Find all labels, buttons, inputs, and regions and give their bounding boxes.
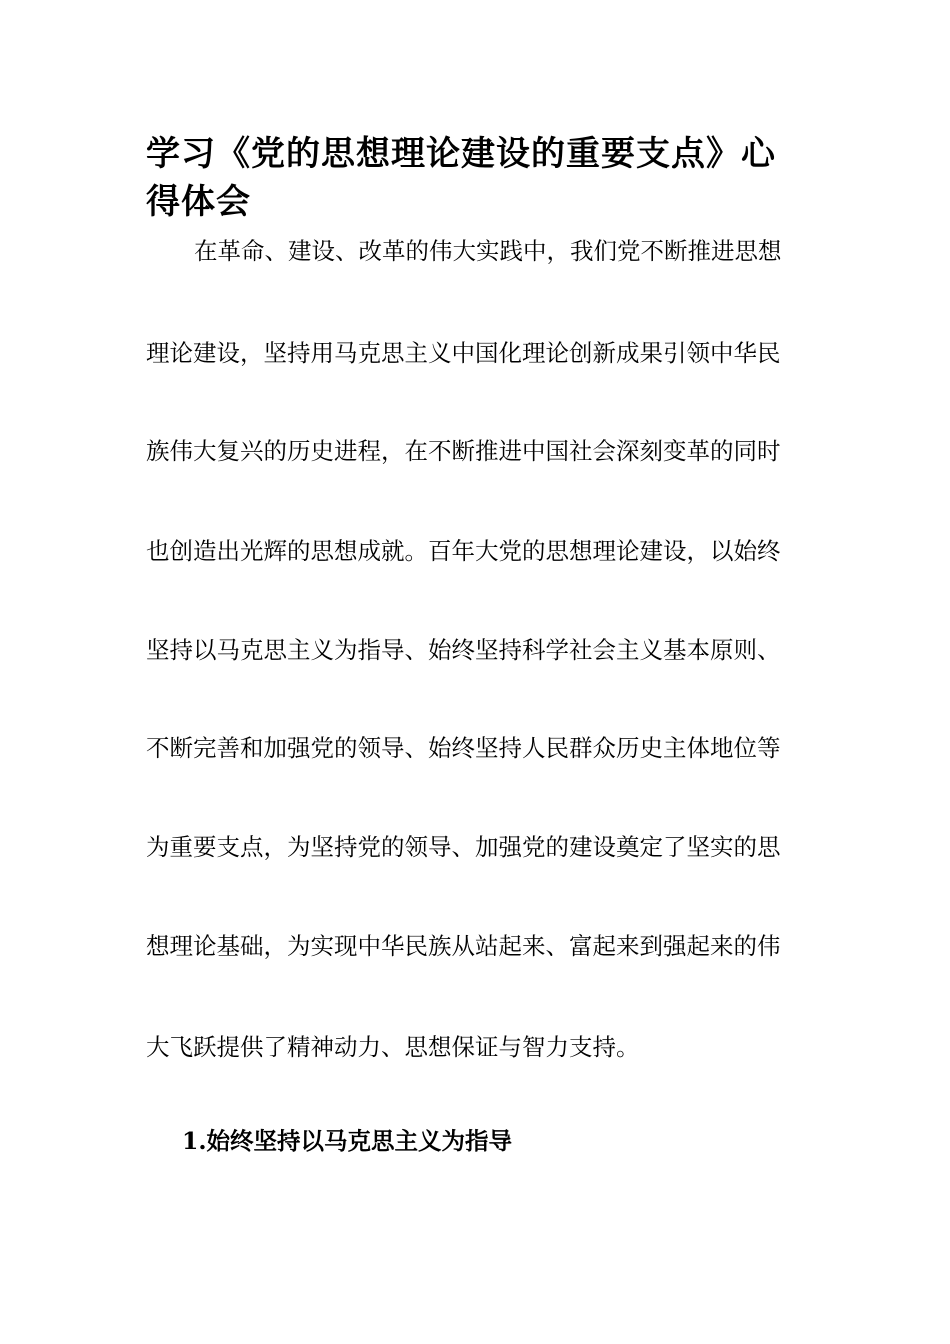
section-heading: 1.始终坚持以马克思主义为指导: [182, 1127, 513, 1155]
paragraph-line: 想理论基础，为实现中华民族从站起来、富起来到强起来的伟: [146, 932, 781, 960]
paragraph-line: 理论建设，坚持用马克思主义中国化理论创新成果引领中华民: [146, 339, 781, 367]
paragraph-line: 在革命、建设、改革的伟大实践中，我们党不断推进思想: [194, 237, 782, 265]
paragraph-line: 族伟大复兴的历史进程，在不断推进中国社会深刻变革的同时: [146, 437, 781, 465]
paragraph-line: 也创造出光辉的思想成就。百年大党的思想理论建设，以始终: [146, 537, 781, 565]
paragraph-line: 大飞跃提供了精神动力、思想保证与智力支持。: [146, 1033, 640, 1061]
document-title: 学习《党的思想理论建设的重要支点》心得体会: [146, 134, 776, 222]
paragraph-line: 为重要支点，为坚持党的领导、加强党的建设奠定了坚实的思: [146, 833, 781, 861]
paragraph-line: 不断完善和加强党的领导、始终坚持人民群众历史主体地位等: [146, 734, 781, 762]
paragraph-line: 坚持以马克思主义为指导、始终坚持科学社会主义基本原则、: [146, 636, 781, 664]
